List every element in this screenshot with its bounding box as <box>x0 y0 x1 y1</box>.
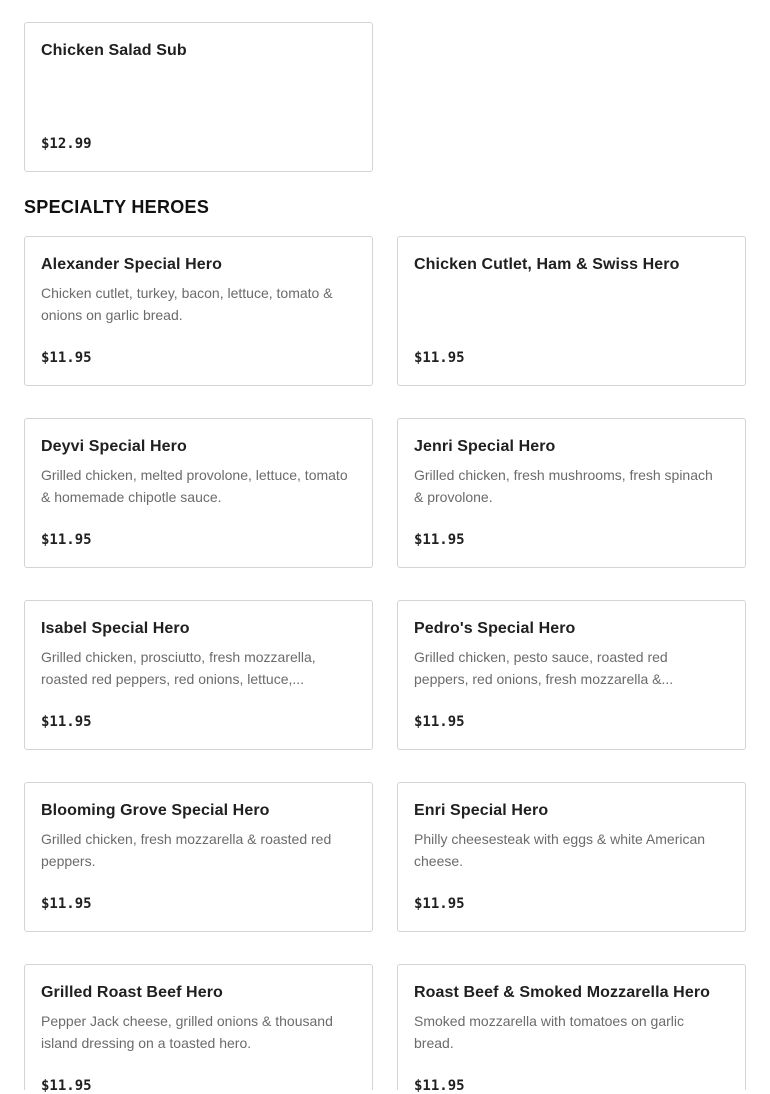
menu-item-price: $11.95 <box>414 1078 465 1094</box>
menu-item-name: Roast Beef & Smoked Mozzarella Hero <box>414 984 711 1001</box>
menu-item-card[interactable] <box>24 418 373 568</box>
menu-item-name: Jenri Special Hero <box>414 438 556 455</box>
menu-item-description: Philly cheesesteak with eggs & white American cheese. <box>414 831 706 869</box>
menu-item-name: Grilled Roast Beef Hero <box>41 984 223 1001</box>
menu-item-name: Isabel Special Hero <box>41 620 190 637</box>
menu-item-description: Grilled chicken, pesto sauce, roasted red peppers, red onions, fresh mozzarella &... <box>414 649 674 687</box>
menu-item-description: Grilled chicken, prosciutto, fresh mozzarella, roasted red peppers, red onions, lettuce,... <box>41 649 316 687</box>
menu-item-description: Smoked mozzarella with tomatoes on garlic bread. <box>414 1013 685 1051</box>
menu-item-name: Blooming Grove Special Hero <box>41 802 270 819</box>
menu-item-name: Alexander Special Hero <box>41 256 222 273</box>
menu-item-name: Deyvi Special Hero <box>41 438 187 455</box>
menu-item-price: $11.95 <box>414 532 465 548</box>
menu-item-card[interactable] <box>24 964 373 1094</box>
menu-item-price: $11.95 <box>414 896 465 912</box>
menu-item-card[interactable] <box>397 418 746 568</box>
menu-item-price: $11.95 <box>414 350 465 366</box>
menu-item-price: $11.95 <box>41 532 92 548</box>
menu-item-price: $11.95 <box>41 714 92 730</box>
menu-item-card[interactable] <box>397 964 746 1094</box>
menu-item-description: Grilled chicken, melted provolone, lettuce, tomato & homemade chipotle sauce. <box>41 467 348 505</box>
menu-item-name: Enri Special Hero <box>414 802 549 819</box>
menu-item-card[interactable] <box>24 236 373 386</box>
menu-item-description: Grilled chicken, fresh mozzarella & roasted red peppers. <box>41 831 332 869</box>
menu-item-card[interactable] <box>24 22 373 172</box>
menu-item-description: Grilled chicken, fresh mushrooms, fresh spinach & provolone. <box>414 467 713 505</box>
menu-item-name: Chicken Cutlet, Ham & Swiss Hero <box>414 256 680 273</box>
menu-item-name: Chicken Salad Sub <box>41 42 187 59</box>
menu-item-price: $11.95 <box>41 896 92 912</box>
section-title: SPECIALTY HEROES <box>24 197 210 217</box>
menu-item-price: $11.95 <box>414 714 465 730</box>
menu-item-price: $11.95 <box>41 1078 92 1094</box>
menu-item-price: $11.95 <box>41 350 92 366</box>
menu-item-card[interactable] <box>397 600 746 750</box>
menu-item-description <box>414 282 725 326</box>
menu-item-description: Pepper Jack cheese, grilled onions & thousand island dressing on a toasted hero. <box>41 1013 333 1051</box>
menu-item-card[interactable] <box>397 236 746 386</box>
menu-item-price: $12.99 <box>41 136 92 152</box>
menu-item-card[interactable] <box>397 782 746 932</box>
menu-item-card[interactable] <box>24 782 373 932</box>
menu-item-name: Pedro's Special Hero <box>414 620 576 637</box>
menu-item-card[interactable] <box>24 600 373 750</box>
menu-item-description: Chicken cutlet, turkey, bacon, lettuce, tomato & onions on garlic bread. <box>41 285 333 323</box>
